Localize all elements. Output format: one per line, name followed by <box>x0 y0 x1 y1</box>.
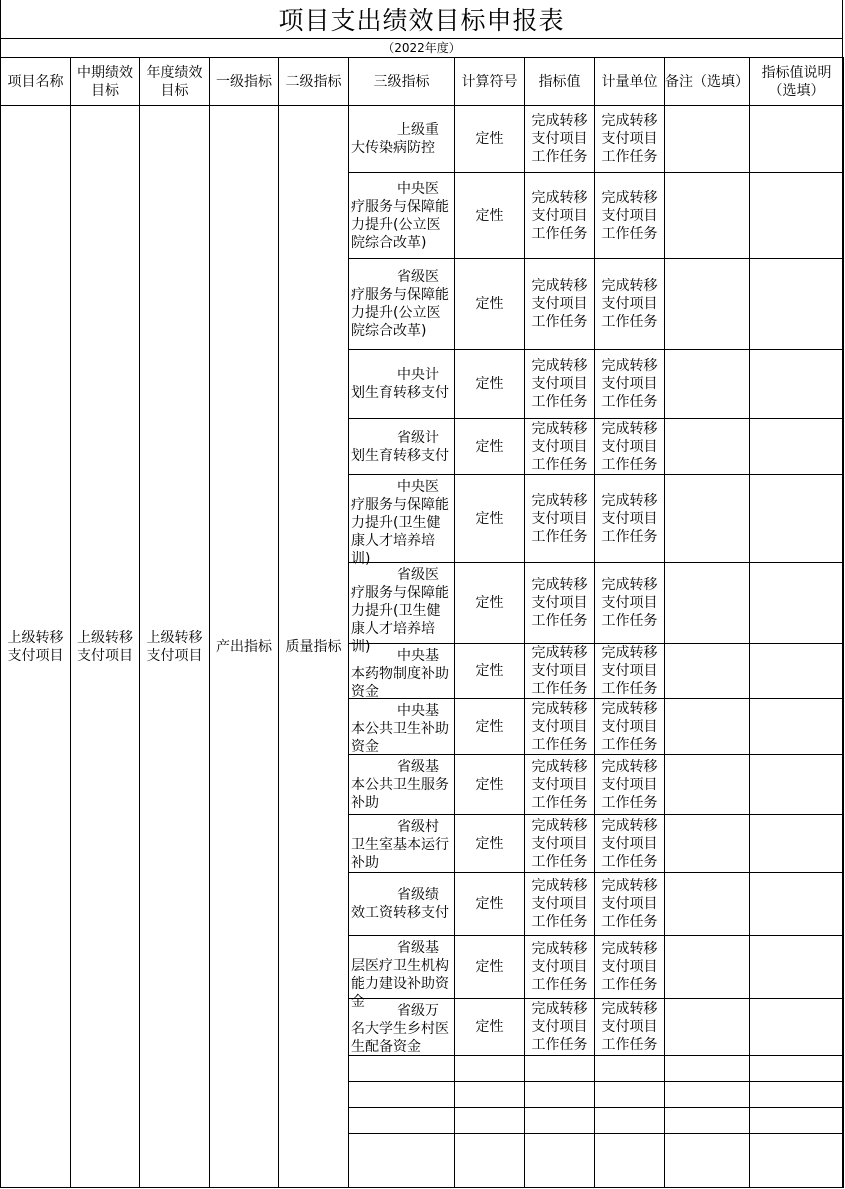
level3-indicator-text: 中央基本公共卫生补助资金 <box>351 702 449 755</box>
symbol-cell: 定性 <box>455 475 525 563</box>
empty-cell <box>665 1082 750 1108</box>
header-level2: 二级指标 <box>279 58 349 106</box>
value-note-cell <box>750 106 844 173</box>
empty-cell <box>665 1108 750 1134</box>
value-note-cell <box>750 350 844 419</box>
empty-cell <box>595 1082 665 1108</box>
symbol-cell: 定性 <box>455 815 525 873</box>
indicator-value-cell: 完成转移支付项目工作任务 <box>525 815 595 873</box>
level3-indicator-cell <box>349 259 455 350</box>
empty-cell <box>349 1134 455 1188</box>
level3-indicator-text: 省级基本公共卫生服务补助 <box>351 758 449 811</box>
header-value-note: 指标值说明（选填） <box>750 58 844 106</box>
remark-cell <box>665 999 750 1056</box>
empty-cell <box>455 1056 525 1082</box>
empty-cell <box>750 1056 844 1082</box>
remark-cell <box>665 106 750 173</box>
level3-indicator-cell <box>349 699 455 755</box>
unit-cell: 完成转移支付项目工作任务 <box>595 999 665 1056</box>
empty-cell <box>525 1082 595 1108</box>
remark-cell <box>665 475 750 563</box>
header-symbol: 计算符号 <box>455 58 525 106</box>
level3-indicator-cell <box>349 563 455 655</box>
empty-cell <box>750 1134 844 1188</box>
indicator-value-cell: 完成转移支付项目工作任务 <box>525 563 595 644</box>
level3-indicator-text: 省级绩效工资转移支付 <box>351 887 449 921</box>
level3-indicator-cell <box>349 419 455 475</box>
empty-cell <box>525 1134 595 1188</box>
indicator-value-cell: 完成转移支付项目工作任务 <box>525 419 595 475</box>
indicator-value-cell: 完成转移支付项目工作任务 <box>525 644 595 699</box>
level3-indicator-cell <box>349 475 455 567</box>
header-mid-term-goal: 中期绩效目标 <box>71 58 140 106</box>
performance-goal-table <box>0 57 844 1188</box>
header-row <box>1 58 844 106</box>
level1-cell: 产出指标 <box>210 106 279 1188</box>
indicator-value-cell: 完成转移支付项目工作任务 <box>525 699 595 755</box>
header-annual-goal: 年度绩效目标 <box>140 58 210 106</box>
unit-cell: 完成转移支付项目工作任务 <box>595 350 665 419</box>
indicator-value-cell: 完成转移支付项目工作任务 <box>525 755 595 815</box>
unit-cell: 完成转移支付项目工作任务 <box>595 644 665 699</box>
value-note-cell <box>750 563 844 644</box>
header-project-name: 项目名称 <box>1 58 71 106</box>
symbol-cell: 定性 <box>455 755 525 815</box>
empty-cell <box>750 1108 844 1134</box>
level3-indicator-text: 中央医疗服务与保障能力提升(公立医院综合改革) <box>351 180 449 251</box>
indicator-value-cell: 完成转移支付项目工作任务 <box>525 475 595 563</box>
level3-indicator-text: 中央医疗服务与保障能力提升(卫生健康人才培养培训) <box>351 478 449 567</box>
empty-cell <box>595 1134 665 1188</box>
header-level1: 一级指标 <box>210 58 279 106</box>
remark-cell <box>665 699 750 755</box>
indicator-value-cell: 完成转移支付项目工作任务 <box>525 999 595 1056</box>
empty-cell <box>349 1082 455 1108</box>
unit-cell: 完成转移支付项目工作任务 <box>595 755 665 815</box>
remark-cell <box>665 350 750 419</box>
level3-indicator-text: 上级重大传染病防控 <box>351 122 439 156</box>
level3-indicator-cell <box>349 106 455 173</box>
remark-cell <box>665 873 750 936</box>
empty-cell <box>595 1108 665 1134</box>
level2-cell: 质量指标 <box>279 106 349 1188</box>
header-remark: 备注（选填） <box>665 58 750 106</box>
empty-cell <box>665 1056 750 1082</box>
unit-cell: 完成转移支付项目工作任务 <box>595 873 665 936</box>
symbol-cell: 定性 <box>455 699 525 755</box>
symbol-cell: 定性 <box>455 350 525 419</box>
level3-indicator-text: 省级基层医疗卫生机构能力建设补助资金 <box>351 939 449 1010</box>
level3-indicator-cell <box>349 936 455 1010</box>
remark-cell <box>665 755 750 815</box>
value-note-cell <box>750 419 844 475</box>
empty-cell <box>349 1056 455 1082</box>
unit-cell: 完成转移支付项目工作任务 <box>595 106 665 173</box>
page-title: 项目支出绩效目标申报表 <box>278 6 565 35</box>
unit-cell: 完成转移支付项目工作任务 <box>595 259 665 350</box>
level3-indicator-cell <box>349 755 455 815</box>
unit-cell: 完成转移支付项目工作任务 <box>595 173 665 259</box>
table-row <box>1 106 844 173</box>
header-unit: 计量单位 <box>595 58 665 106</box>
header-value: 指标值 <box>525 58 595 106</box>
value-note-cell <box>750 699 844 755</box>
empty-cell <box>525 1108 595 1134</box>
header-level3: 三级指标 <box>349 58 455 106</box>
remark-cell <box>665 815 750 873</box>
empty-cell <box>455 1108 525 1134</box>
value-note-cell <box>750 475 844 563</box>
symbol-cell: 定性 <box>455 106 525 173</box>
empty-cell <box>665 1134 750 1188</box>
level3-indicator-text: 省级医疗服务与保障能力提升(公立医院综合改革) <box>351 269 449 339</box>
indicator-value-cell: 完成转移支付项目工作任务 <box>525 173 595 259</box>
empty-cell <box>525 1056 595 1082</box>
symbol-cell: 定性 <box>455 644 525 699</box>
level3-indicator-text: 省级万名大学生乡村医生配备资金 <box>351 1002 449 1055</box>
remark-cell <box>665 419 750 475</box>
fiscal-year: （2022年度） <box>382 41 461 55</box>
symbol-cell: 定性 <box>455 563 525 644</box>
level3-indicator-cell <box>349 350 455 419</box>
level3-indicator-text: 省级村卫生室基本运行补助 <box>351 818 449 871</box>
symbol-cell: 定性 <box>455 873 525 936</box>
symbol-cell: 定性 <box>455 999 525 1056</box>
value-note-cell <box>750 873 844 936</box>
remark-cell <box>665 173 750 259</box>
level3-indicator-text: 中央基本药物制度补助资金 <box>351 648 449 700</box>
level3-indicator-text: 省级医疗服务与保障能力提升(卫生健康人才培养培训) <box>351 566 449 655</box>
symbol-cell: 定性 <box>455 936 525 999</box>
value-note-cell <box>750 173 844 259</box>
indicator-value-cell: 完成转移支付项目工作任务 <box>525 259 595 350</box>
unit-cell: 完成转移支付项目工作任务 <box>595 699 665 755</box>
empty-cell <box>349 1108 455 1134</box>
empty-cell <box>455 1082 525 1108</box>
remark-cell <box>665 259 750 350</box>
empty-cell <box>595 1056 665 1082</box>
value-note-cell <box>750 644 844 699</box>
value-note-cell <box>750 259 844 350</box>
symbol-cell: 定性 <box>455 259 525 350</box>
value-note-cell <box>750 936 844 999</box>
symbol-cell: 定性 <box>455 173 525 259</box>
value-note-cell <box>750 999 844 1056</box>
remark-cell <box>665 563 750 644</box>
level3-indicator-text: 中央计划生育转移支付 <box>351 367 449 401</box>
annual-goal-cell: 上级转移支付项目 <box>140 106 210 1188</box>
empty-cell <box>750 1082 844 1108</box>
value-note-cell <box>750 755 844 815</box>
unit-cell: 完成转移支付项目工作任务 <box>595 419 665 475</box>
unit-cell: 完成转移支付项目工作任务 <box>595 815 665 873</box>
value-note-cell <box>750 815 844 873</box>
level3-indicator-cell <box>349 815 455 873</box>
remark-cell <box>665 936 750 999</box>
indicator-value-cell: 完成转移支付项目工作任务 <box>525 936 595 999</box>
level3-indicator-cell <box>349 873 455 936</box>
indicator-value-cell: 完成转移支付项目工作任务 <box>525 106 595 173</box>
empty-cell <box>455 1134 525 1188</box>
unit-cell: 完成转移支付项目工作任务 <box>595 936 665 999</box>
indicator-value-cell: 完成转移支付项目工作任务 <box>525 873 595 936</box>
unit-cell: 完成转移支付项目工作任务 <box>595 563 665 644</box>
indicator-value-cell: 完成转移支付项目工作任务 <box>525 350 595 419</box>
mid-term-goal-cell: 上级转移支付项目 <box>71 106 140 1188</box>
unit-cell: 完成转移支付项目工作任务 <box>595 475 665 563</box>
level3-indicator-cell <box>349 173 455 259</box>
symbol-cell: 定性 <box>455 419 525 475</box>
remark-cell <box>665 644 750 699</box>
level3-indicator-text: 省级计划生育转移支付 <box>351 429 449 464</box>
project-name-cell: 上级转移支付项目 <box>1 106 71 1188</box>
